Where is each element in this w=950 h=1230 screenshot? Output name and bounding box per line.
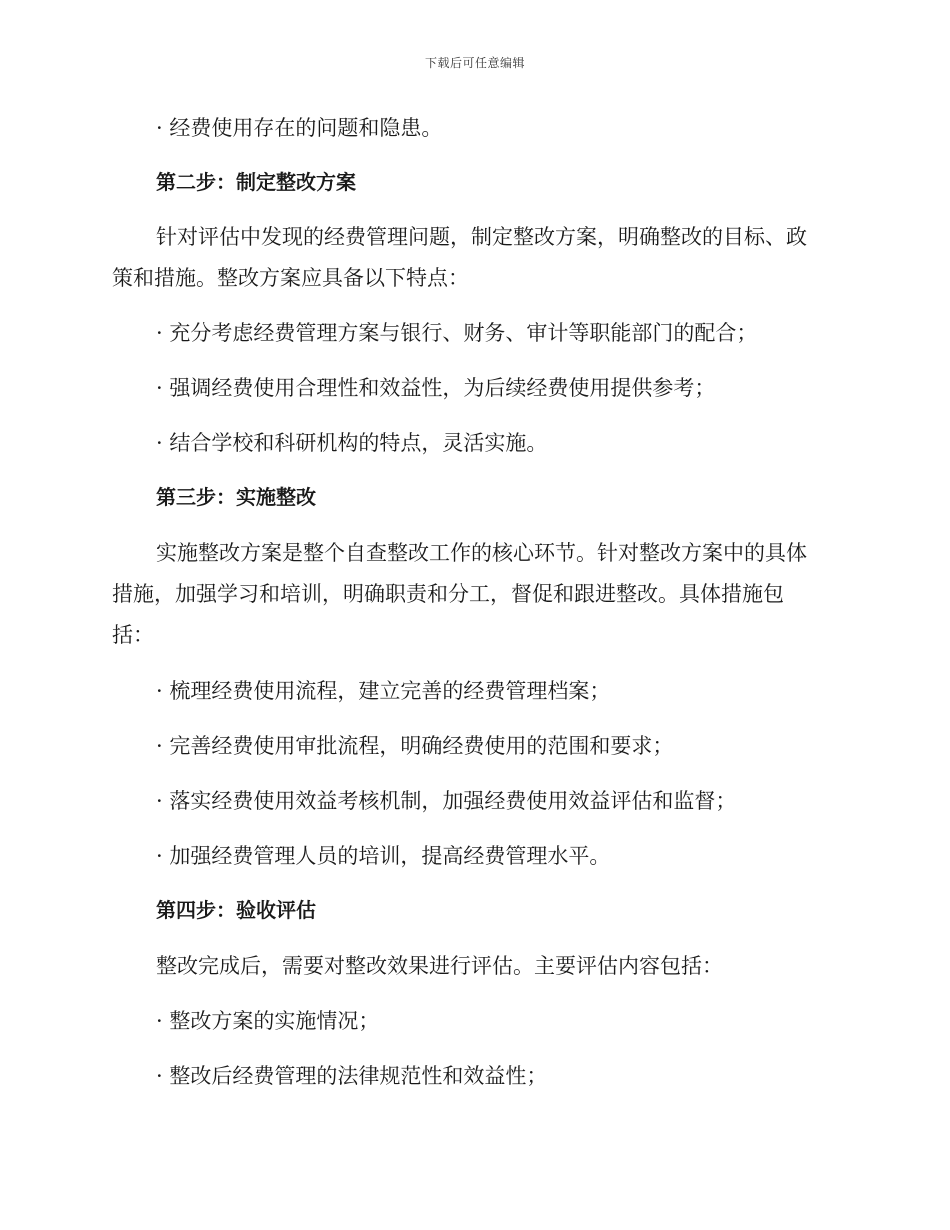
bullet-item: · 充分考虑经费管理方案与银行、财务、审计等职能部门的配合； [156, 321, 758, 345]
bullet-item: · 经费使用存在的问题和隐患。 [156, 116, 443, 140]
bullet-item: · 梳理经费使用流程，建立完善的经费管理档案； [156, 679, 611, 703]
paragraph-line: 括： [112, 623, 154, 647]
paragraph-line: 措施，加强学习和培训，明确职责和分工，督促和跟进整改。具体措施包 [112, 582, 784, 606]
bullet-item: · 整改方案的实施情况； [156, 1009, 380, 1033]
bullet-item: · 落实经费使用效益考核机制，加强经费使用效益评估和监督； [156, 789, 737, 813]
bullet-item: · 结合学校和科研机构的特点，灵活实施。 [156, 431, 548, 455]
bullet-item: · 完善经费使用审批流程，明确经费使用的范围和要求； [156, 734, 674, 758]
paragraph-line: 策和措施。整改方案应具备以下特点： [112, 266, 469, 290]
paragraph-line: 针对评估中发现的经费管理问题，制定整改方案，明确整改的目标、政 [156, 225, 807, 249]
page-header: 下载后可任意编辑 [424, 56, 525, 70]
section-heading-step4: 第四步：验收评估 [156, 898, 316, 922]
bullet-item: · 强调经费使用合理性和效益性，为后续经费使用提供参考； [156, 376, 716, 400]
paragraph-line: 实施整改方案是整个自查整改工作的核心环节。针对整改方案中的具体 [156, 541, 807, 565]
bullet-item: · 加强经费管理人员的培训，提高经费管理水平。 [156, 844, 611, 868]
section-heading-step3: 第三步：实施整改 [156, 485, 316, 509]
paragraph-line: 整改完成后，需要对整改效果进行评估。主要评估内容包括： [156, 954, 723, 978]
bullet-item: · 整改后经费管理的法律规范性和效益性； [156, 1064, 548, 1088]
section-heading-step2: 第二步：制定整改方案 [156, 170, 356, 194]
